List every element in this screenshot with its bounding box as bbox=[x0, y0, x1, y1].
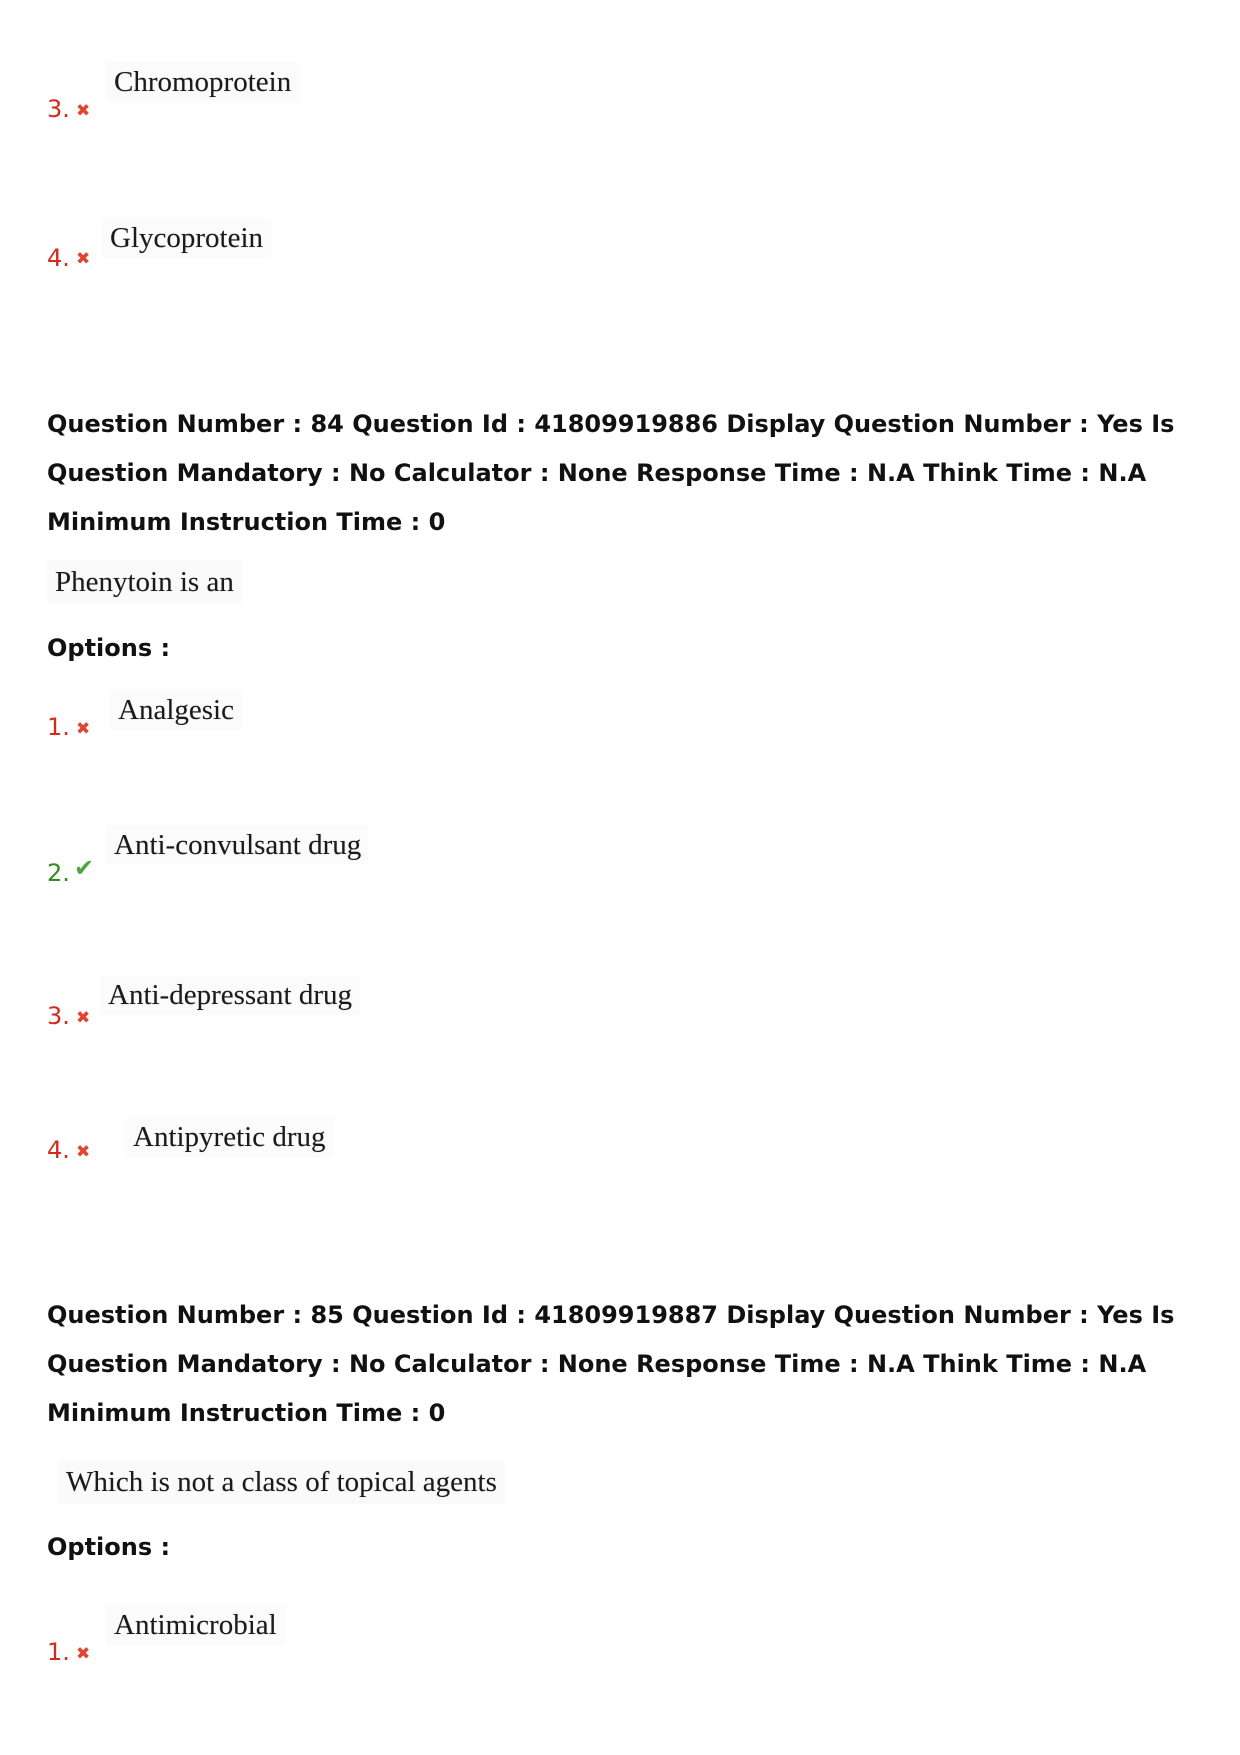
option-number: 1. bbox=[47, 1638, 70, 1666]
question-meta: Question Number : 84 Question Id : 41809919886 Display Question Number : Yes Is Question Mandatory : No Calculator : None Response Time : N.A Think Time : N.A Minimum Instruction Time : 0 bbox=[47, 410, 1175, 536]
question-text: Phenytoin is an bbox=[47, 560, 242, 604]
cross-icon: ✖ bbox=[76, 719, 91, 739]
cross-icon: ✖ bbox=[76, 1644, 91, 1664]
option-text: Anti-convulsant drug bbox=[106, 825, 369, 865]
cross-icon: ✖ bbox=[76, 1008, 91, 1028]
option-number: 2. bbox=[47, 859, 70, 887]
option-text: Glycoprotein bbox=[102, 218, 271, 258]
option-text: Antimicrobial bbox=[106, 1605, 285, 1645]
cross-icon: ✖ bbox=[76, 249, 91, 269]
option-text: Anti-depressant drug bbox=[100, 975, 360, 1015]
option-number: 4. bbox=[47, 1136, 70, 1164]
question-text: Which is not a class of topical agents bbox=[58, 1460, 505, 1504]
options-label: Options : bbox=[47, 634, 171, 662]
options-label: Options : bbox=[47, 1533, 171, 1561]
option-text: Antipyretic drug bbox=[125, 1117, 333, 1157]
option-text: Analgesic bbox=[110, 690, 242, 730]
option-number: 3. bbox=[47, 1002, 70, 1030]
option-number: 1. bbox=[47, 713, 70, 741]
option-number: 4. bbox=[47, 244, 70, 272]
question-meta: Question Number : 85 Question Id : 41809919887 Display Question Number : Yes Is Question Mandatory : No Calculator : None Response Time : N.A Think Time : N.A Minimum Instruction Time : 0 bbox=[47, 1301, 1175, 1427]
cross-icon: ✖ bbox=[76, 101, 91, 121]
option-text: Chromoprotein bbox=[106, 62, 299, 102]
option-number: 3. bbox=[47, 95, 70, 123]
cross-icon: ✖ bbox=[76, 1142, 91, 1162]
checkmark-icon: ✔ bbox=[74, 854, 95, 882]
